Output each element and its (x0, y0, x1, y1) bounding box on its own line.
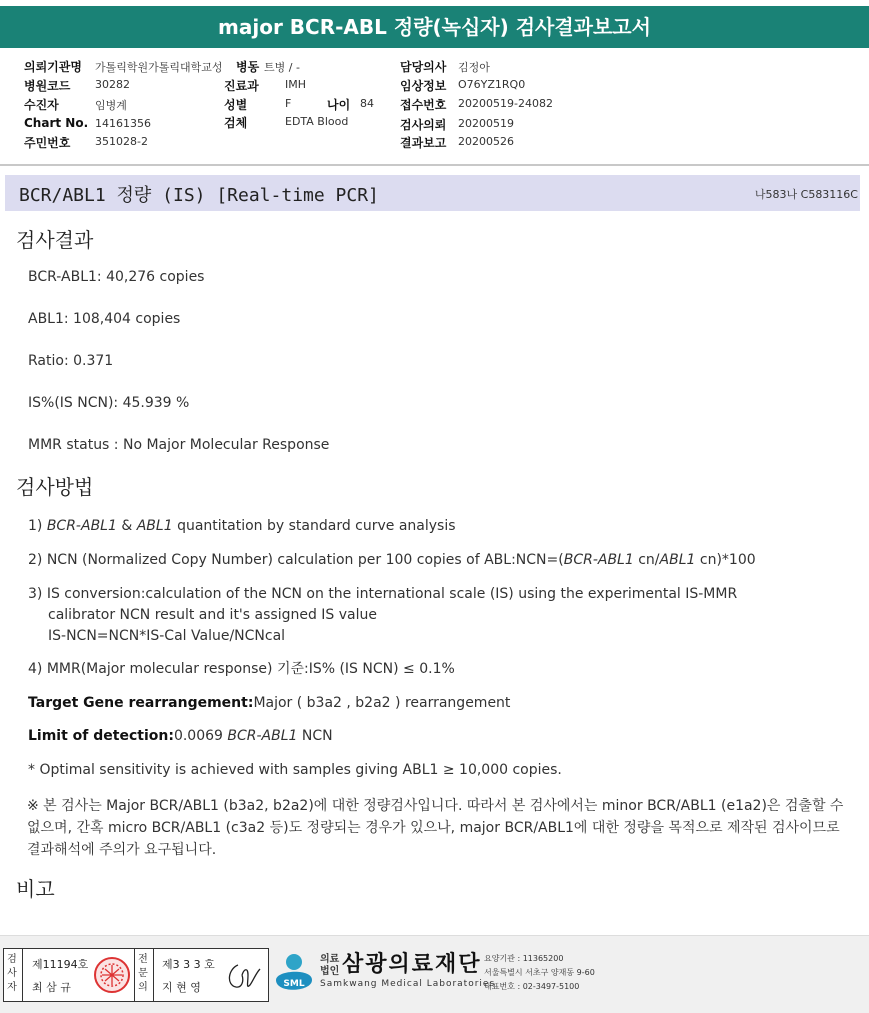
examiner-vertical-label: 검사자 (7, 954, 17, 993)
lod-unit: NCN (301, 728, 333, 744)
test-name: BCR/ABL1 정량 (IS) [Real-time PCR] (19, 185, 379, 206)
method-item-1-ampersand: & (121, 518, 133, 534)
organization-logo-icon (272, 950, 316, 998)
info-label-doctor: 담당의사 (400, 60, 447, 74)
divider (22, 949, 23, 1001)
target-gene-label: Target Gene rearrangement: (28, 695, 254, 711)
method-item-2-text: 2) NCN (Normalized Copy Number) calculation per 100 copies of ABL:NCN=( (28, 552, 564, 568)
signature-icon (222, 955, 264, 995)
method-item-3-line-2: calibrator NCN result and it's assigned IS value (48, 607, 377, 623)
test-code: 나583나 C583116C (754, 188, 858, 201)
logo-badge-text: SML (283, 979, 305, 989)
legal-label-line-2: 법인 (320, 966, 340, 977)
result-line-bcr-abl1: BCR-ABL1: 40,276 copies (28, 269, 205, 285)
method-item-3-line-1: 3) IS conversion:calculation of the NCN on the international scale (IS) using the experimental IS-MMR (28, 586, 738, 602)
section-divider (0, 164, 869, 166)
info-value-institution: 가톨릭학원가톨릭대학교성 (95, 61, 223, 74)
test-header-bar (5, 175, 860, 211)
legal-label-line-1: 의료 (320, 954, 340, 965)
lod-gene: BCR-ABL1 (227, 728, 298, 744)
divider (134, 949, 135, 1001)
method-item-4: 4) MMR(Major molecular response) 기준:IS% (IS NCN) ≤ 0.1% (28, 661, 455, 677)
result-line-is-percent: IS%(IS NCN): 45.939 % (28, 395, 190, 411)
info-label-department: 진료과 (224, 79, 259, 93)
result-line-mmr-status: MMR status : No Major Molecular Response (28, 437, 330, 453)
remarks-heading: 비고 (16, 877, 55, 901)
patient-info-panel (0, 52, 869, 164)
report-title: major BCR-ABL 정량(녹십자) 검사결과보고서 (0, 6, 869, 48)
info-value-report-date: 20200526 (458, 135, 514, 148)
info-value-patient: 임병계 (95, 99, 127, 112)
institution-code: 요양기관 : 11365200 (484, 954, 564, 963)
specialist-license: 제3 3 3 호 (162, 958, 215, 971)
info-value-specimen: EDTA Blood (285, 115, 349, 128)
sensitivity-note: * Optimal sensitivity is achieved with samples giving ABL1 ≥ 10,000 copies. (28, 762, 562, 778)
info-value-receipt-no: 20200519-24082 (458, 97, 553, 110)
signature-box (3, 948, 269, 1002)
info-label-request-date: 검사의뢰 (400, 118, 447, 132)
info-label-sex: 성별 (224, 98, 248, 112)
info-value-ward: 트병 / - (264, 61, 300, 74)
method-item-2 (28, 550, 756, 571)
method-item-2-gene-bcr-abl1: BCR-ABL1 (563, 552, 634, 568)
result-line-abl1: ABL1: 108,404 copies (28, 311, 181, 327)
info-label-ward: 병동 (236, 60, 260, 74)
organization-phone: 대표번호 : 02-3497-5100 (484, 982, 580, 991)
organization-name: 삼광의료재단 (342, 952, 482, 977)
info-value-clinical-info: O76YZ1RQ0 (458, 78, 526, 91)
specialist-vertical-label: 전문의 (138, 954, 148, 993)
info-label-hospital-code: 병원코드 (24, 79, 71, 93)
lod-value: 0.0069 (173, 728, 223, 744)
lod-label: Limit of detection: (28, 728, 174, 744)
results-heading: 검사결과 (16, 228, 94, 252)
info-value-hospital-code: 30282 (95, 78, 130, 91)
organization-name-en: Samkwang Medical Laboratories (320, 979, 496, 989)
info-label-specimen: 검체 (224, 116, 248, 130)
method-item-1-gene-abl1: ABL1 (136, 518, 173, 534)
seal-stamp-icon (92, 955, 132, 995)
info-value-resident-no: 351028-2 (95, 135, 148, 148)
limit-of-detection-line (28, 726, 333, 747)
info-value-age: 84 (360, 97, 374, 110)
specialist-name: 지 현 영 (162, 981, 201, 994)
method-item-2-gene-abl1: ABL1 (659, 552, 696, 568)
info-label-clinical-info: 임상정보 (400, 79, 447, 93)
method-item-1-number: 1) (28, 518, 43, 534)
method-item-3-formula: IS-NCN=NCN*IS-Cal Value/NCNcal (48, 628, 286, 644)
divider (153, 949, 154, 1001)
examiner-license: 제11194호 (32, 958, 89, 971)
method-item-1-text: quantitation by standard curve analysis (177, 518, 456, 534)
method-item-2-end: cn)*100 (699, 552, 756, 568)
info-label-resident-no: 주민번호 (24, 136, 71, 150)
examiner-name: 최 삼 규 (32, 981, 71, 994)
method-heading: 검사방법 (16, 475, 94, 499)
organization-address: 서울특별시 서초구 양재동 9-60 (484, 968, 595, 977)
method-disclaimer: ※ 본 검사는 Major BCR/ABL1 (b3a2, b2a2)에 대한 정량검사입니다. 따라서 본 검사에서는 minor BCR/ABL1 (e1a2)은 검출할 수 없으며, 간혹 micro BCR/ABL1 (c3a2 등)도 정량되는 경우가 있으나, major BCR/ABL1에 대한 정량을 목적으로 제작된 검사이므로 결과해석에 주의가 요구됩니다. (27, 798, 844, 858)
info-value-request-date: 20200519 (458, 117, 514, 130)
info-label-receipt-no: 접수번호 (400, 98, 447, 112)
result-line-ratio: Ratio: 0.371 (28, 353, 114, 369)
method-item-2-mid: cn/ (638, 552, 660, 568)
method-item-1 (28, 516, 456, 537)
method-item-3 (28, 584, 737, 647)
info-value-chart-no: 14161356 (95, 117, 151, 130)
info-label-chart-no: Chart No. (24, 116, 89, 130)
info-value-department: IMH (285, 78, 307, 91)
method-item-1-gene-bcr-abl1: BCR-ABL1 (46, 518, 117, 534)
target-gene-value: Major ( b3a2 , b2a2 ) rearrangement (253, 695, 511, 711)
info-label-institution: 의뢰기관명 (24, 60, 82, 74)
info-value-sex: F (285, 97, 292, 110)
info-label-age: 나이 (327, 98, 351, 112)
info-label-report-date: 결과보고 (400, 136, 447, 150)
target-gene-line (28, 693, 510, 714)
footer (0, 935, 869, 1013)
info-value-doctor: 김정아 (458, 61, 490, 74)
info-label-patient: 수진자 (24, 98, 59, 112)
